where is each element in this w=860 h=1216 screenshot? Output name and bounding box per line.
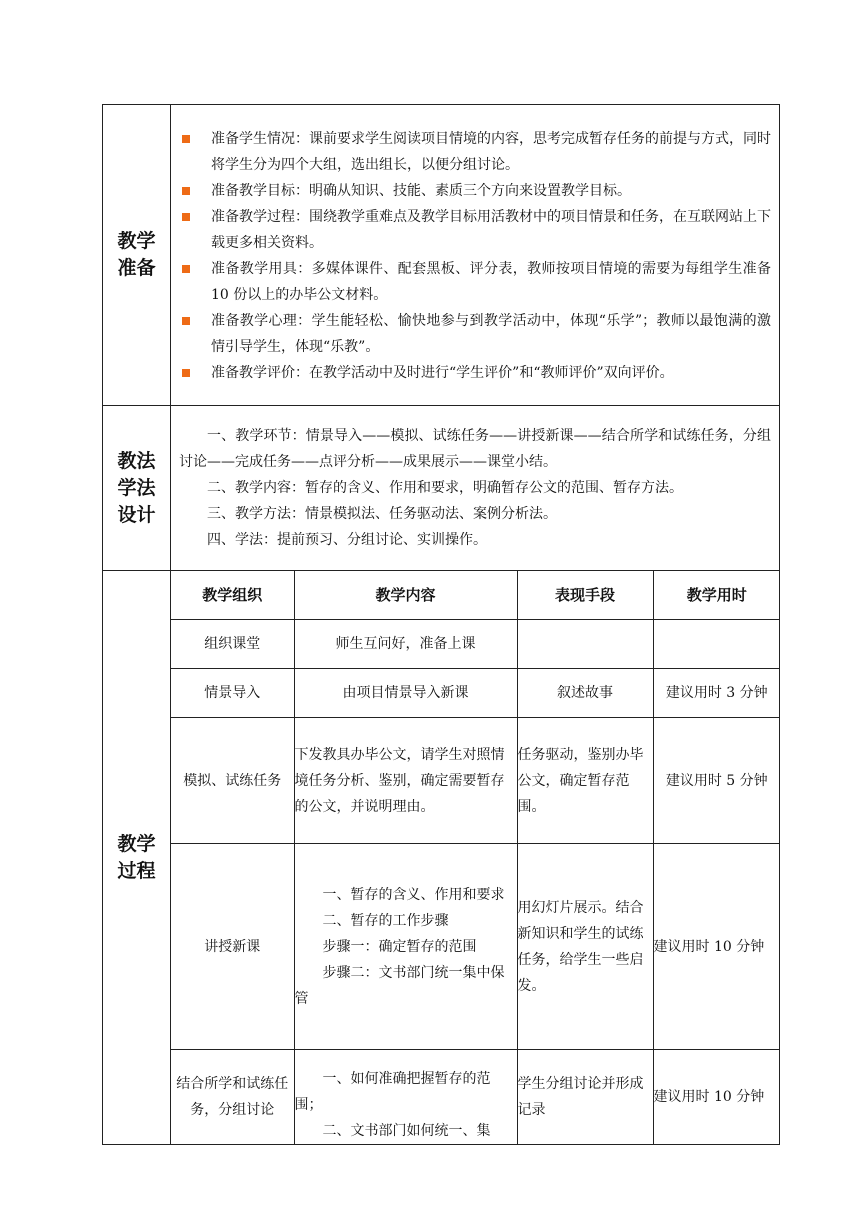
list-item: 准备学生情况：课前要求学生阅读项目情境的内容，思考完成暂存任务的前提与方式，同时将学生分为四个大组，选出组长，以便分组讨论。 [179, 126, 771, 178]
square-bullet-icon [182, 135, 190, 143]
column-header: 教学用时 [653, 571, 780, 620]
method-section-title: 教法 学法 设计 [103, 406, 171, 571]
square-bullet-icon [182, 213, 190, 221]
column-header: 教学组织 [171, 571, 294, 620]
method-line: 二、教学内容：暂存的含义、作用和要求，明确暂存公文的范围、暂存方法。 [207, 480, 683, 496]
table-row: 讲授新课 一、暂存的含义、作用和要求 二、暂存的工作步骤 步骤一：确定暂存的范围 步骤二：文书部门统一集中保管 用幻灯片展示。结合新知识和学生的试练任务，给学生一些启发。 建议用时 10 分钟 [171, 844, 780, 1050]
list-item: 准备教学用具：多媒体课件、配套黑板、评分表，教师按项目情境的需要为每组学生准备 10 份以上的办毕公文材料。 [179, 256, 771, 308]
table-row: 模拟、试练任务 下发教具办毕公文，请学生对照情境任务分析、鉴别，确定需要暂存的公文，并说明理由。 任务驱动，鉴别办毕公文，确定暂存范围。 建议用时 5 分钟 [171, 718, 780, 844]
lesson-plan-table [102, 104, 780, 1145]
method-line: 一、教学环节：情景导入——模拟、试练任务——讲授新课——结合所学和试练任务，分组讨论——完成任务——点评分析——成果展示——课堂小结。 [179, 428, 771, 470]
square-bullet-icon [182, 187, 190, 195]
column-header: 教学内容 [294, 571, 517, 620]
method-content [171, 406, 780, 571]
process-table-cell [171, 571, 780, 1145]
prep-section-title: 教学 准备 [103, 105, 171, 406]
table-header-row [171, 571, 780, 620]
square-bullet-icon [182, 369, 190, 377]
method-line: 三、教学方法：情景模拟法、任务驱动法、案例分析法。 [207, 506, 557, 522]
method-line: 四、学法：提前预习、分组讨论、实训操作。 [207, 532, 487, 548]
list-item: 准备教学评价：在教学活动中及时进行“学生评价”和“教师评价”双向评价。 [179, 360, 771, 386]
process-table [171, 571, 780, 1144]
square-bullet-icon [182, 317, 190, 325]
list-item: 准备教学目标：明确从知识、技能、素质三个方向来设置教学目标。 [179, 178, 771, 204]
table-row: 组织课堂 师生互问好，准备上课 [171, 620, 780, 669]
table-row: 结合所学和试练任务，分组讨论 一、如何准确把握暂存的范围； 二、文书部门如何统一、集 学生分组讨论并形成记录 建议用时 10 分钟 [171, 1050, 780, 1145]
list-item: 准备教学心理：学生能轻松、愉快地参与到教学活动中，体现“乐学”；教师以最饱满的激情引导学生，体现“乐教”。 [179, 308, 771, 360]
square-bullet-icon [182, 265, 190, 273]
column-header: 表现手段 [517, 571, 653, 620]
table-row: 情景导入 由项目情景导入新课 叙述故事 建议用时 3 分钟 [171, 669, 780, 718]
process-section-title: 教学 过程 [103, 571, 171, 1145]
prep-list [171, 105, 780, 406]
list-item: 准备教学过程：围绕教学重难点及教学目标用活教材中的项目情景和任务，在互联网站上下载更多相关资料。 [179, 204, 771, 256]
